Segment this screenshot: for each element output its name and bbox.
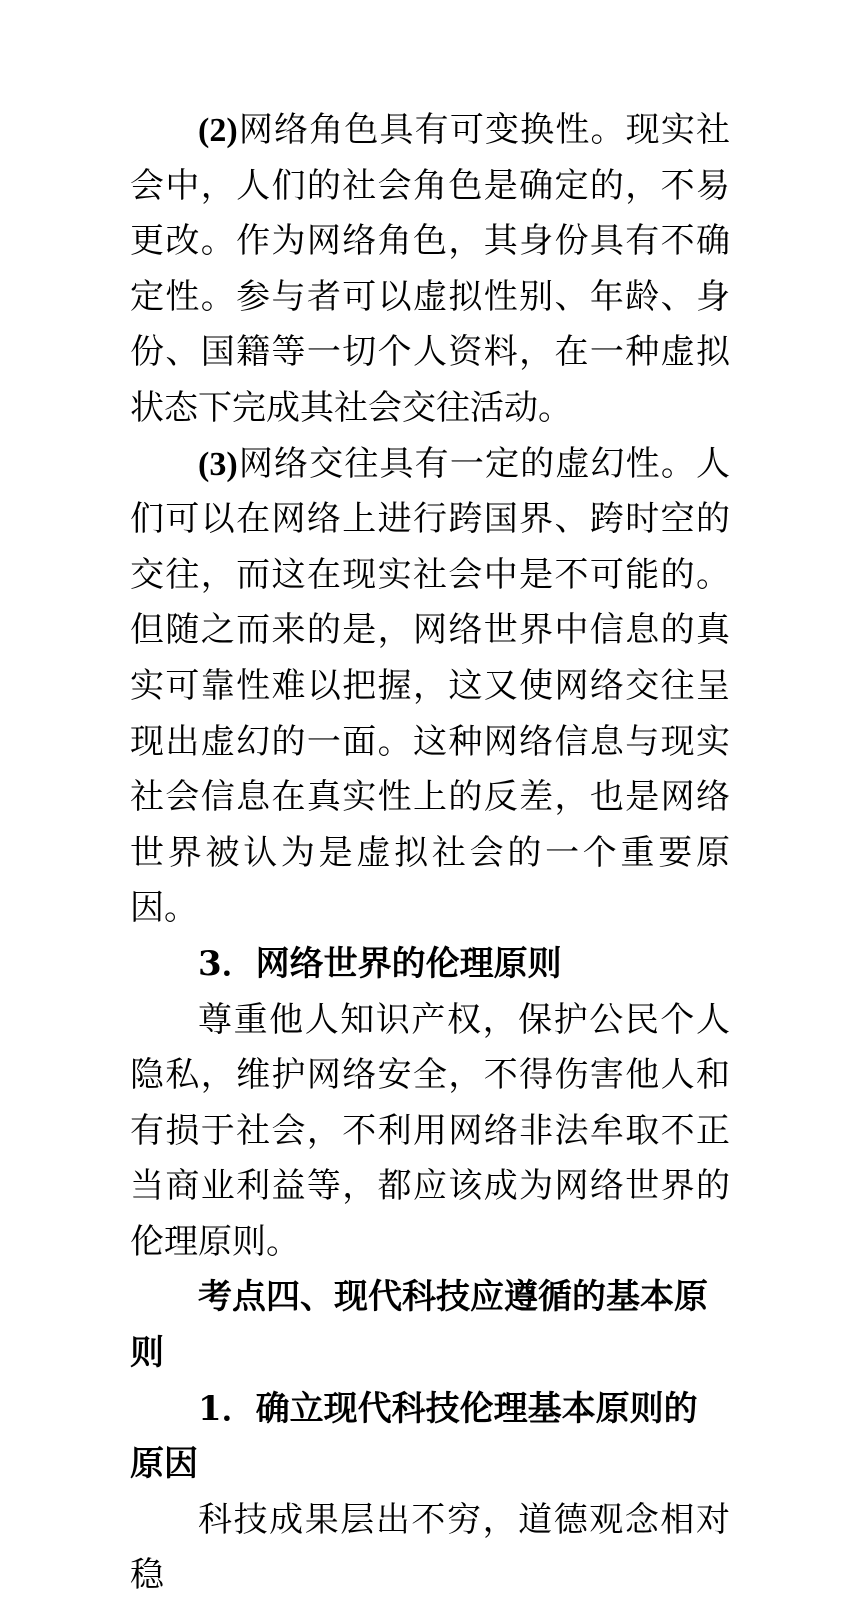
subsection-heading-reasons: 1．确立现代科技伦理基本原则的原因 [130, 1388, 698, 1485]
item-number: (2) [198, 112, 238, 149]
section-heading-ethics: 3．网络世界的伦理原则 [198, 943, 562, 984]
paragraph-reasons: 科技成果层出不穷，道德观念相对稳 [130, 1499, 730, 1596]
paragraph-network-role [130, 103, 730, 437]
paragraph-text: 网络交往具有一定的虚幻性。人们可以在网络上进行跨国界、跨时空的交往，而这在现实社会中是不可能的。但随之而来的是，网络世界中信息的真实可靠性难以把握，这又使网络交往呈现出虚幻的一面。这种网络信息与现实社会信息在真实性上的反差，也是网络世界被认为是虚拟社会的一个重要原因。 [130, 443, 730, 929]
paragraph-ethics-principles: 尊重他人知识产权，保护公民个人隐私，维护网络安全，不得伤害他人和有损于社会，不利用网络非法牟取不正当商业利益等，都应该成为网络世界的伦理原则。 [130, 999, 730, 1262]
kaodian-heading: 考点四、现代科技应遵循的基本原则 [130, 1277, 708, 1374]
document-body [130, 103, 730, 1604]
paragraph-text: 网络角色具有可变换性。现实社会中，人们的社会角色是确定的，不易更改。作为网络角色，其身份具有不确定性。参与者可以虚拟性别、年龄、身份、国籍等一切个人资料，在一种虚拟状态下完成其社会交往活动。 [130, 110, 730, 428]
paragraph-network-illusion [130, 437, 730, 937]
item-number: (3) [198, 445, 238, 483]
